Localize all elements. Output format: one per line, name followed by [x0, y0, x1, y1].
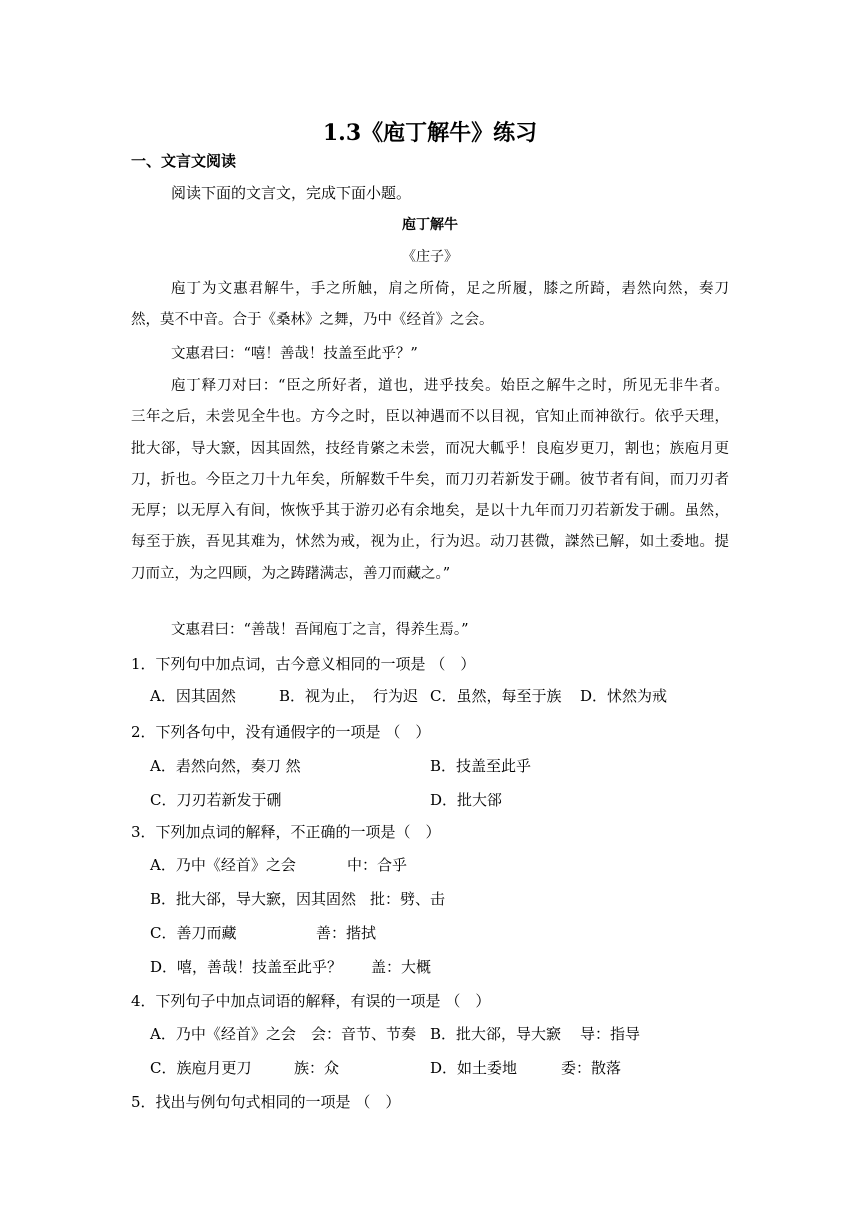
- passage-author: 《庄子》: [402, 249, 458, 265]
- question-4-option-a: A．乃中《经首》之会: [150, 1025, 296, 1043]
- passage-line: 每至于族，吾见其难为，怵然为戒，视为止，行为迟。动刀甚微，謋然已解，如土委地。提: [131, 534, 729, 551]
- passage-paragraph-3: [131, 371, 729, 590]
- question-4-option-d-definition: 委：散落: [561, 1059, 622, 1077]
- question-3-option-c: C．善刀而藏: [150, 924, 237, 942]
- question-1-option-c: C．虽然，每至于族: [430, 687, 562, 705]
- question-1-stem: 1．下列句中加点词，古今意义相同的一项是 （ ）: [131, 655, 476, 673]
- question-3-option-b: B．批大郤，导大窾，因其固然: [150, 890, 357, 908]
- question-4-option-c: C．族庖月更刀: [150, 1059, 252, 1077]
- passage-line: 庖丁释刀对曰：“臣之所好者，道也，进乎技矣。始臣之解牛之时，所见无非牛者。: [171, 378, 729, 394]
- question-3-option-a: A．乃中《经首》之会: [150, 856, 296, 874]
- passage-line: 刀，折也。今臣之刀十九年矣，所解数千牛矣，而刀刃若新发于硎。彼节者有间，而刀刃者: [131, 471, 729, 488]
- question-4-option-d: D．如土委地: [430, 1059, 518, 1077]
- passage-line: 文惠君曰：“善哉！吾闻庖丁之言，得养生焉。”: [171, 622, 469, 638]
- question-1-option-b: B．视为止，: [279, 687, 366, 705]
- question-4-option-b: B．批大郤，导大窾: [430, 1025, 562, 1043]
- passage-line: 文惠君曰：“嘻！善哉！技盖至此乎？”: [171, 346, 418, 362]
- instruction-text: 阅读下面的文言文，完成下面小题。: [171, 184, 412, 202]
- question-3-option-c-definition: 善：揩拭: [316, 924, 377, 942]
- question-4-option-a-definition: 会：音节、节奏: [311, 1025, 417, 1043]
- question-3-option-a-definition: 中：合乎: [347, 856, 408, 874]
- passage-line: 三年之后，未尝见全牛也。方今之时，臣以神遇而不以目视，官知止而神欲行。依乎天理，: [131, 409, 729, 426]
- passage-paragraph-1: [131, 274, 729, 337]
- question-3-option-d: D．嘻，善哉！技盖至此乎？: [150, 958, 343, 976]
- question-3-option-d-definition: 盖：大概: [371, 958, 432, 976]
- question-2-stem: 2．下列各句中，没有通假字的一项是 （ ）: [131, 723, 431, 741]
- question-5-stem: 5．找出与例句句式相同的一项是 （ ）: [131, 1093, 401, 1111]
- passage-title: 庖丁解牛: [402, 217, 458, 233]
- question-1-option-d: D．怵然为戒: [580, 687, 668, 705]
- passage-line: 批大郤，导大窾，因其固然，技经肯綮之未尝，而况大軱乎！良庖岁更刀，割也；族庖月更: [131, 440, 729, 457]
- question-4-stem: 4．下列句子中加点词语的解释，有误的一项是 （ ）: [131, 992, 491, 1010]
- passage-paragraph-2: [131, 339, 729, 370]
- question-1-option-a: A．因其固然: [150, 687, 236, 705]
- passage-paragraph-4: [131, 615, 729, 646]
- passage-line: 庖丁为文惠君解牛，手之所触，肩之所倚，足之所履，膝之所踦，砉然向然，奏刀: [171, 281, 729, 297]
- page-title: 1.3《庖丁解牛》练习: [322, 120, 538, 146]
- section-heading: 一、文言文阅读: [131, 152, 237, 170]
- question-2-option-b: B．技盖至此乎: [430, 757, 532, 775]
- question-3-stem: 3．下列加点词的解释，不正确的一项是（ ）: [131, 823, 441, 841]
- passage-line: 然，莫不中音。合于《桑林》之舞，乃中《经首》之会。: [131, 312, 494, 329]
- question-2-option-a: A．砉然向然，奏刀 然: [150, 757, 301, 775]
- question-1-option-b-part: 行为迟: [373, 687, 419, 705]
- passage-line: 无厚；以无厚入有间，恢恢乎其于游刃必有余地矣，是以十九年而刀刃若新发于硎。虽然，: [131, 503, 729, 520]
- question-4-option-b-definition: 导：指导: [580, 1025, 641, 1043]
- question-2-option-d: D．批大郤: [430, 791, 503, 809]
- question-2-option-c: C．刀刃若新发于硎: [150, 791, 282, 809]
- question-3-option-b-definition: 批：劈、击: [370, 890, 446, 908]
- passage-line: 刀而立，为之四顾，为之踌躇满志，善刀而藏之。”: [131, 565, 451, 582]
- question-4-option-c-definition: 族：众: [294, 1059, 340, 1077]
